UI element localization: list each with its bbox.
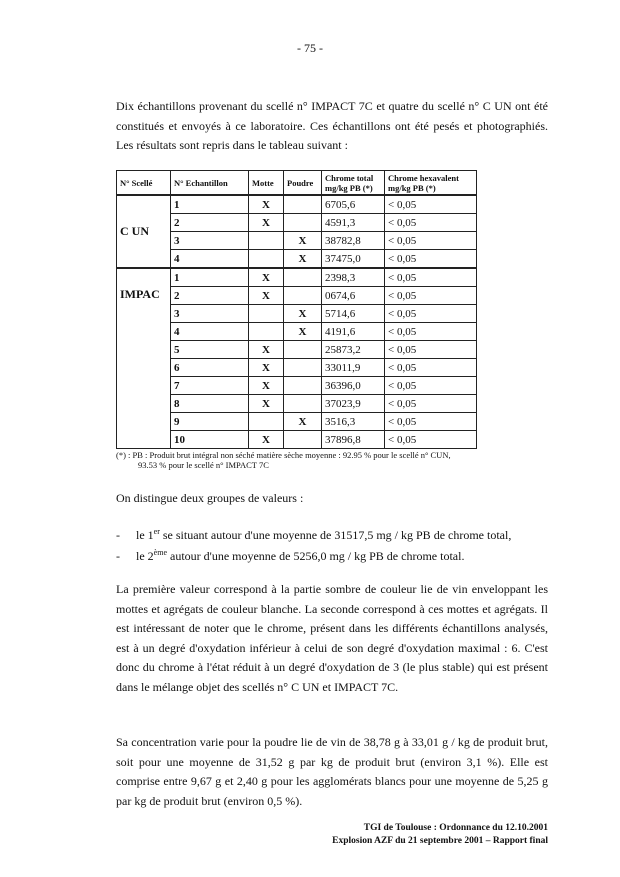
groups-list — [116, 525, 556, 567]
chrome-total-cell: 5714,6 — [322, 305, 385, 323]
chrome-hexavalent-cell: < 0,05 — [385, 214, 477, 232]
chrome-hexavalent-cell: < 0,05 — [385, 305, 477, 323]
chrome-total-cell: 37023,9 — [322, 395, 385, 413]
motte-cell: X — [249, 287, 284, 305]
header-echantillon: N° Echantillon — [171, 171, 249, 196]
motte-cell: X — [249, 431, 284, 449]
ordinal-superscript: er — [153, 527, 160, 536]
table-header-row — [117, 171, 477, 196]
bullet-text-pre: le 1 — [136, 528, 154, 542]
table-row — [117, 214, 477, 232]
header-poudre: Poudre — [284, 171, 322, 196]
concentration-paragraph: Sa concentration varie pour la poudre lie de vin de 38,78 g à 33,01 g / kg de produit brut, soit pour une moyenne de 31,52 g par kg de produit brut (environ 3,1 %). Elle est comprise entre 9,67 g et 2,40 g pour les agglomérats blancs pour une moyenne de 5,25 g par kg de produit brut (environ 0,5 %). — [116, 735, 548, 808]
page-number: - 75 - — [297, 41, 323, 55]
footer-line-1: TGI de Toulouse : Ordonnance du 12.10.2001 — [363, 823, 548, 833]
chrome-hexavalent-cell: < 0,05 — [385, 250, 477, 269]
poudre-cell: X — [284, 413, 322, 431]
chrome-hexavalent-cell: < 0,05 — [385, 195, 477, 214]
chrome-total-cell: 4191,6 — [322, 323, 385, 341]
list-dash: - — [116, 549, 120, 563]
chrome-hexavalent-cell: < 0,05 — [385, 341, 477, 359]
motte-cell: X — [249, 214, 284, 232]
table-row — [117, 305, 477, 323]
groups-intro: On distingue deux groupes de valeurs : — [116, 491, 304, 505]
motte-cell — [249, 305, 284, 323]
chrome-hexavalent-cell: < 0,05 — [385, 359, 477, 377]
header-motte: Motte — [249, 171, 284, 196]
table-row — [117, 395, 477, 413]
table-row — [117, 287, 477, 305]
table-row — [117, 413, 477, 431]
poudre-cell — [284, 287, 322, 305]
table-row — [117, 431, 477, 449]
analysis-paragraph: La première valeur correspond à la partie sombre de couleur lie de vin enveloppant les mottes et agrégats de couleur blanche. La seconde correspond à ces mottes et agrégats. Il est intéressant de noter que le chrome, présent dans les différents échantillons analysés, est à un degré d'oxydation inférieur à celui de son degré d'oxydation maximal : 6. C'est donc du chrome à l'état réduit à un degré d'oxydation de 3 (le plus stable) qui est présent dans le mélange objet des scellés n° C UN et IMPACT 7C. — [116, 582, 548, 694]
echantillon-cell: 1 — [171, 195, 249, 214]
chrome-total-cell: 33011,9 — [322, 359, 385, 377]
chrome-total-cell: 37475,0 — [322, 250, 385, 269]
chrome-hexavalent-cell: < 0,05 — [385, 395, 477, 413]
motte-cell — [249, 413, 284, 431]
poudre-cell — [284, 268, 322, 287]
ordinal-superscript: ème — [153, 548, 167, 557]
poudre-cell — [284, 395, 322, 413]
chrome-hexavalent-cell: < 0,05 — [385, 232, 477, 250]
echantillon-cell: 8 — [171, 395, 249, 413]
chrome-total-cell: 4591,3 — [322, 214, 385, 232]
chrome-total-cell: 37896,8 — [322, 431, 385, 449]
echantillon-cell: 7 — [171, 377, 249, 395]
bullet-text-post: se situant autour d'une moyenne de 31517,5 mg / kg PB de chrome total, — [159, 528, 512, 542]
echantillon-cell: 4 — [171, 250, 249, 269]
motte-cell: X — [249, 268, 284, 287]
poudre-cell: X — [284, 232, 322, 250]
echantillon-cell: 4 — [171, 323, 249, 341]
table-row — [117, 359, 477, 377]
motte-cell — [249, 323, 284, 341]
chrome-total-cell: 3516,3 — [322, 413, 385, 431]
motte-cell: X — [249, 341, 284, 359]
list-item — [116, 546, 556, 567]
poudre-cell — [284, 431, 322, 449]
echantillon-cell: 5 — [171, 341, 249, 359]
echantillon-cell: 9 — [171, 413, 249, 431]
poudre-cell — [284, 359, 322, 377]
header-chrome-hexavalent: Chrome hexavalent mg/kg PB (*) — [385, 171, 477, 196]
chrome-total-cell: 0674,6 — [322, 287, 385, 305]
header-scelle: N° Scellé — [117, 171, 171, 196]
motte-cell: X — [249, 359, 284, 377]
scelle-cell — [117, 195, 171, 268]
motte-cell — [249, 250, 284, 269]
poudre-cell — [284, 214, 322, 232]
echantillon-cell: 1 — [171, 268, 249, 287]
results-table-container — [116, 170, 477, 449]
chrome-total-cell: 6705,6 — [322, 195, 385, 214]
echantillon-cell: 6 — [171, 359, 249, 377]
scelle-cell — [117, 268, 171, 449]
table-row — [117, 195, 477, 214]
scelle-label: IMPAC — [120, 287, 160, 301]
poudre-cell: X — [284, 305, 322, 323]
list-dash: - — [116, 528, 120, 542]
footer-line-2: Explosion AZF du 21 septembre 2001 – Rapport final — [332, 836, 548, 846]
poudre-cell — [284, 195, 322, 214]
motte-cell — [249, 232, 284, 250]
chrome-total-cell: 2398,3 — [322, 268, 385, 287]
table-row — [117, 377, 477, 395]
page-footer — [332, 822, 548, 848]
poudre-cell — [284, 377, 322, 395]
header-chrome-total: Chrome total mg/kg PB (*) — [322, 171, 385, 196]
chrome-hexavalent-cell: < 0,05 — [385, 377, 477, 395]
list-item — [116, 525, 556, 546]
poudre-cell: X — [284, 250, 322, 269]
echantillon-cell: 10 — [171, 431, 249, 449]
chrome-total-cell: 38782,8 — [322, 232, 385, 250]
chrome-hexavalent-cell: < 0,05 — [385, 431, 477, 449]
table-row — [117, 268, 477, 287]
echantillon-cell: 2 — [171, 287, 249, 305]
results-table — [116, 170, 477, 449]
chrome-total-cell: 36396,0 — [322, 377, 385, 395]
intro-paragraph: Dix échantillons provenant du scellé n° IMPACT 7C et quatre du scellé n° C UN ont été constitués et envoyés à ce laboratoire. Ces échantillons ont été pesés et photographiés. Les résultats sont repris dans le tableau suivant : — [116, 99, 548, 152]
scelle-label: C UN — [120, 224, 149, 238]
chrome-hexavalent-cell: < 0,05 — [385, 268, 477, 287]
table-body — [117, 195, 477, 449]
chrome-hexavalent-cell: < 0,05 — [385, 323, 477, 341]
footnote-line-2: 93.53 % pour le scellé n° IMPACT 7C — [138, 460, 269, 470]
bullet-text-post: autour d'une moyenne de 5256,0 mg / kg PB de chrome total. — [167, 549, 465, 563]
poudre-cell: X — [284, 323, 322, 341]
echantillon-cell: 3 — [171, 232, 249, 250]
table-row — [117, 323, 477, 341]
echantillon-cell: 2 — [171, 214, 249, 232]
table-row — [117, 341, 477, 359]
footnote-line-1: (*) : PB : Produit brut intégral non séché matière sèche moyenne : 92.95 % pour le scellé n° CUN, — [116, 450, 451, 460]
motte-cell: X — [249, 377, 284, 395]
echantillon-cell: 3 — [171, 305, 249, 323]
table-row — [117, 250, 477, 269]
chrome-hexavalent-cell: < 0,05 — [385, 413, 477, 431]
table-row — [117, 232, 477, 250]
poudre-cell — [284, 341, 322, 359]
table-footnote — [116, 450, 556, 470]
chrome-total-cell: 25873,2 — [322, 341, 385, 359]
motte-cell: X — [249, 395, 284, 413]
motte-cell: X — [249, 195, 284, 214]
chrome-hexavalent-cell: < 0,05 — [385, 287, 477, 305]
bullet-text-pre: le 2 — [136, 549, 154, 563]
